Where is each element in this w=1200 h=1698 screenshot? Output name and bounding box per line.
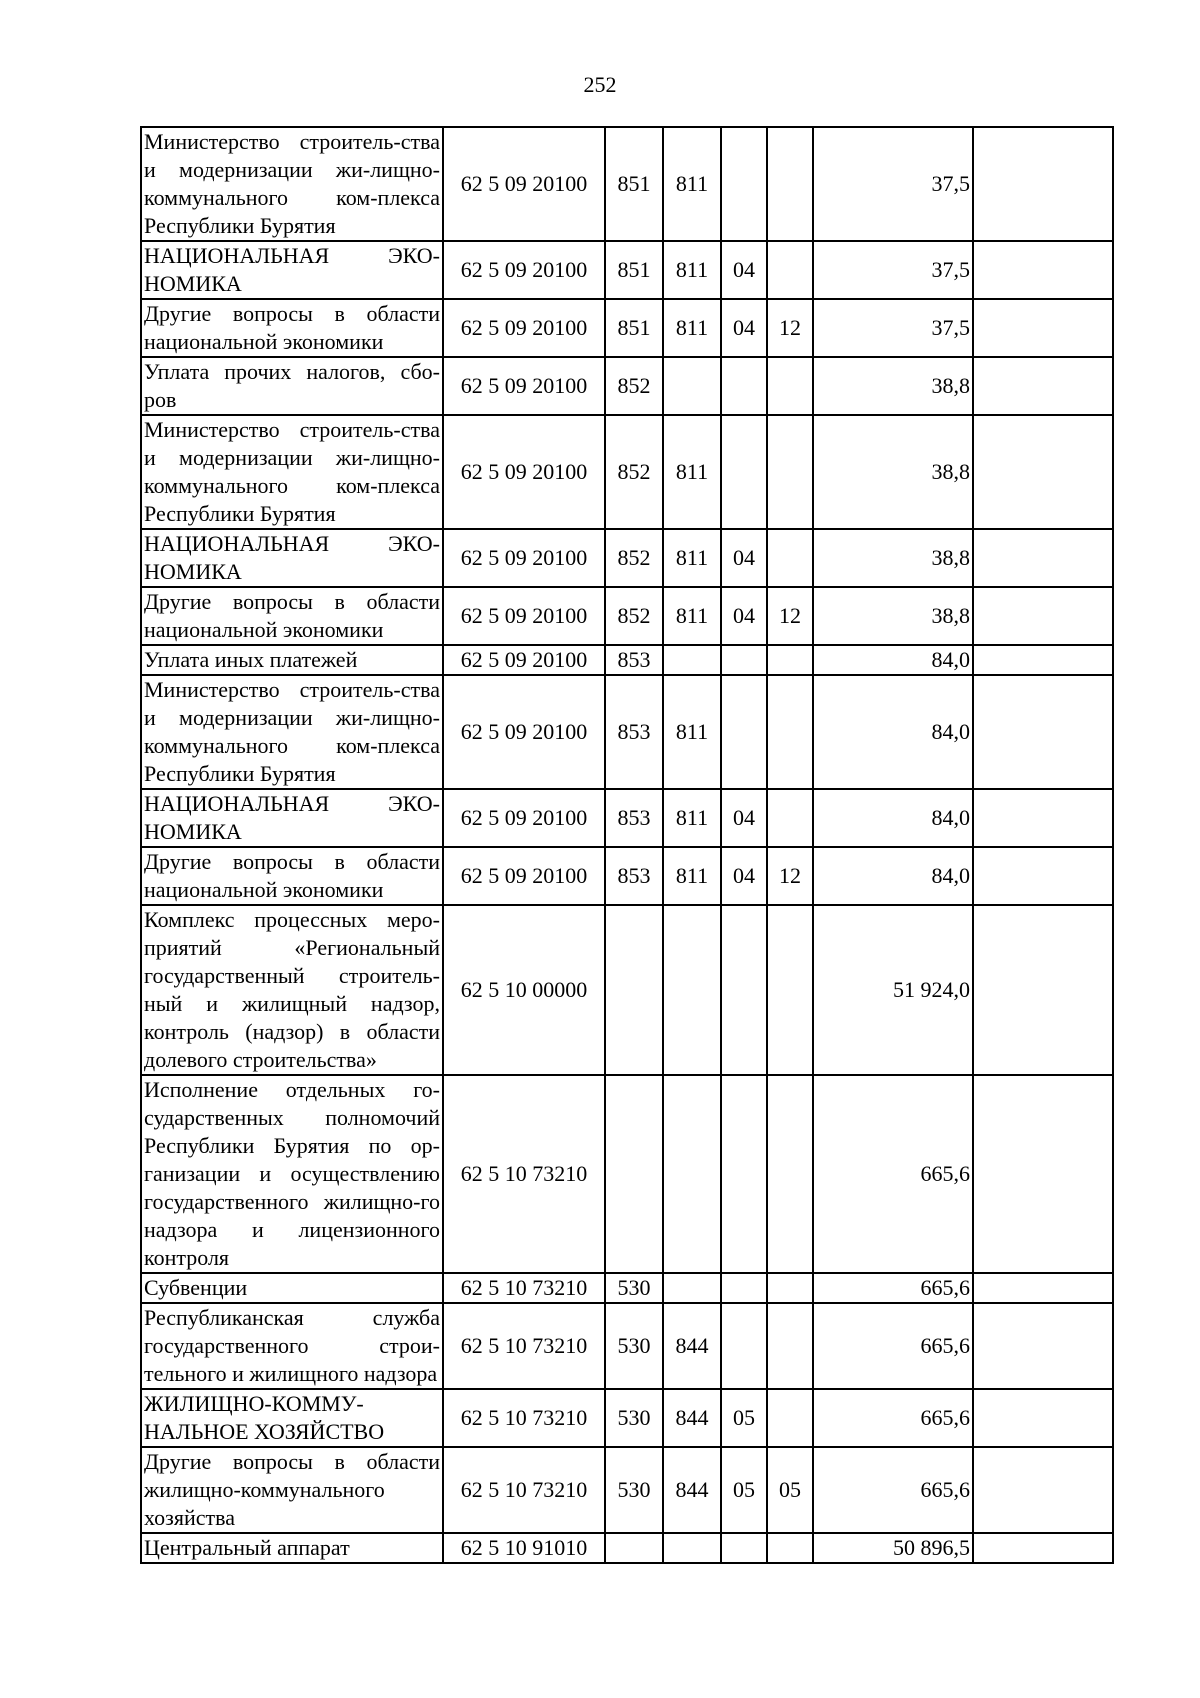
section-code-cell: 05	[721, 1447, 767, 1533]
target-article-code-cell: 62 5 09 20100	[443, 241, 605, 299]
amount-cell: 50 896,5	[813, 1533, 973, 1563]
row-name-cell: Субвенции	[141, 1273, 443, 1303]
administrator-code-cell: 844	[663, 1389, 721, 1447]
expense-type-code-cell: 851	[605, 241, 663, 299]
table-row	[141, 1273, 1113, 1303]
expense-type-code-cell: 852	[605, 529, 663, 587]
subsection-code-cell	[767, 1533, 813, 1563]
row-name-cell: ЖИЛИЩНО-КОММУ-НАЛЬНОЕ ХОЗЯЙСТВО	[141, 1389, 443, 1447]
expense-type-code-cell	[605, 1533, 663, 1563]
blank-column-cell	[973, 789, 1113, 847]
blank-column-cell	[973, 645, 1113, 675]
subsection-code-cell	[767, 529, 813, 587]
administrator-code-cell	[663, 905, 721, 1075]
target-article-code-cell: 62 5 09 20100	[443, 675, 605, 789]
expense-type-code-cell: 851	[605, 127, 663, 241]
budget-table-body	[141, 127, 1113, 1563]
target-article-code-cell: 62 5 10 00000	[443, 905, 605, 1075]
amount-cell: 84,0	[813, 645, 973, 675]
subsection-code-cell	[767, 905, 813, 1075]
administrator-code-cell: 811	[663, 241, 721, 299]
amount-cell: 665,6	[813, 1303, 973, 1389]
row-name-cell: Другие вопросы в области национальной экономики	[141, 847, 443, 905]
row-name-cell: НАЦИОНАЛЬНАЯ ЭКО-НОМИКА	[141, 529, 443, 587]
administrator-code-cell: 811	[663, 127, 721, 241]
target-article-code-cell: 62 5 09 20100	[443, 645, 605, 675]
administrator-code-cell: 844	[663, 1303, 721, 1389]
blank-column-cell	[973, 1273, 1113, 1303]
subsection-code-cell	[767, 1389, 813, 1447]
table-row	[141, 675, 1113, 789]
row-name-cell: НАЦИОНАЛЬНАЯ ЭКО-НОМИКА	[141, 241, 443, 299]
row-name-cell: Уплата иных платежей	[141, 645, 443, 675]
table-row	[141, 789, 1113, 847]
administrator-code-cell	[663, 1533, 721, 1563]
target-article-code-cell: 62 5 09 20100	[443, 299, 605, 357]
row-name-cell: Министерство строитель-ства и модернизации жи-лищно-коммунального ком-плекса Республики Бурятия	[141, 675, 443, 789]
section-code-cell	[721, 127, 767, 241]
expense-type-code-cell: 852	[605, 415, 663, 529]
table-row	[141, 241, 1113, 299]
expense-type-code-cell: 852	[605, 587, 663, 645]
section-code-cell	[721, 675, 767, 789]
page-number: 252	[583, 72, 617, 97]
blank-column-cell	[973, 357, 1113, 415]
table-row	[141, 127, 1113, 241]
table-row	[141, 529, 1113, 587]
amount-cell: 37,5	[813, 241, 973, 299]
amount-cell: 38,8	[813, 587, 973, 645]
section-code-cell: 04	[721, 241, 767, 299]
administrator-code-cell: 811	[663, 847, 721, 905]
section-code-cell	[721, 415, 767, 529]
amount-cell: 38,8	[813, 357, 973, 415]
amount-cell: 37,5	[813, 127, 973, 241]
target-article-code-cell: 62 5 09 20100	[443, 847, 605, 905]
subsection-code-cell: 12	[767, 299, 813, 357]
row-name-cell: Республиканская служба государственного строи-тельного и жилищного надзора	[141, 1303, 443, 1389]
subsection-code-cell: 12	[767, 587, 813, 645]
blank-column-cell	[973, 299, 1113, 357]
target-article-code-cell: 62 5 10 91010	[443, 1533, 605, 1563]
row-name-cell: Министерство строитель-ства и модернизации жи-лищно-коммунального ком-плекса Республики Бурятия	[141, 415, 443, 529]
expense-type-code-cell: 853	[605, 789, 663, 847]
administrator-code-cell: 811	[663, 675, 721, 789]
target-article-code-cell: 62 5 09 20100	[443, 357, 605, 415]
administrator-code-cell: 811	[663, 415, 721, 529]
row-name-cell: Уплата прочих налогов, сбо-ров	[141, 357, 443, 415]
blank-column-cell	[973, 847, 1113, 905]
row-name-cell: Другие вопросы в области жилищно-коммунального хозяйства	[141, 1447, 443, 1533]
subsection-code-cell	[767, 1075, 813, 1273]
target-article-code-cell: 62 5 10 73210	[443, 1075, 605, 1273]
blank-column-cell	[973, 905, 1113, 1075]
section-code-cell: 04	[721, 587, 767, 645]
administrator-code-cell: 811	[663, 299, 721, 357]
administrator-code-cell: 811	[663, 789, 721, 847]
target-article-code-cell: 62 5 09 20100	[443, 587, 605, 645]
subsection-code-cell	[767, 357, 813, 415]
expense-type-code-cell	[605, 905, 663, 1075]
expense-type-code-cell: 530	[605, 1303, 663, 1389]
section-code-cell: 04	[721, 529, 767, 587]
section-code-cell	[721, 645, 767, 675]
row-name-cell: Другие вопросы в области национальной экономики	[141, 299, 443, 357]
target-article-code-cell: 62 5 09 20100	[443, 789, 605, 847]
administrator-code-cell: 844	[663, 1447, 721, 1533]
blank-column-cell	[973, 1447, 1113, 1533]
expense-type-code-cell: 853	[605, 645, 663, 675]
table-row	[141, 357, 1113, 415]
subsection-code-cell: 12	[767, 847, 813, 905]
target-article-code-cell: 62 5 10 73210	[443, 1447, 605, 1533]
subsection-code-cell	[767, 1273, 813, 1303]
blank-column-cell	[973, 127, 1113, 241]
blank-column-cell	[973, 241, 1113, 299]
administrator-code-cell	[663, 357, 721, 415]
section-code-cell	[721, 1533, 767, 1563]
expense-type-code-cell: 853	[605, 847, 663, 905]
blank-column-cell	[973, 415, 1113, 529]
subsection-code-cell: 05	[767, 1447, 813, 1533]
table-row	[141, 847, 1113, 905]
target-article-code-cell: 62 5 09 20100	[443, 529, 605, 587]
target-article-code-cell: 62 5 10 73210	[443, 1389, 605, 1447]
amount-cell: 84,0	[813, 789, 973, 847]
row-name-cell: НАЦИОНАЛЬНАЯ ЭКО-НОМИКА	[141, 789, 443, 847]
table-row	[141, 1389, 1113, 1447]
administrator-code-cell	[663, 1075, 721, 1273]
section-code-cell	[721, 1075, 767, 1273]
blank-column-cell	[973, 1303, 1113, 1389]
table-row	[141, 1447, 1113, 1533]
row-name-cell: Центральный аппарат	[141, 1533, 443, 1563]
table-row	[141, 1533, 1113, 1563]
target-article-code-cell: 62 5 10 73210	[443, 1273, 605, 1303]
amount-cell: 37,5	[813, 299, 973, 357]
section-code-cell	[721, 905, 767, 1075]
row-name-cell: Министерство строитель-ства и модернизации жи-лищно-коммунального ком-плекса Республики Бурятия	[141, 127, 443, 241]
administrator-code-cell: 811	[663, 529, 721, 587]
table-row	[141, 1303, 1113, 1389]
amount-cell: 38,8	[813, 415, 973, 529]
blank-column-cell	[973, 587, 1113, 645]
subsection-code-cell	[767, 127, 813, 241]
table-row	[141, 1075, 1113, 1273]
table-row	[141, 299, 1113, 357]
section-code-cell: 04	[721, 789, 767, 847]
target-article-code-cell: 62 5 09 20100	[443, 415, 605, 529]
row-name-cell: Другие вопросы в области национальной экономики	[141, 587, 443, 645]
table-row	[141, 415, 1113, 529]
blank-column-cell	[973, 529, 1113, 587]
amount-cell: 84,0	[813, 847, 973, 905]
subsection-code-cell	[767, 1303, 813, 1389]
blank-column-cell	[973, 1075, 1113, 1273]
administrator-code-cell: 811	[663, 587, 721, 645]
section-code-cell: 04	[721, 299, 767, 357]
amount-cell: 665,6	[813, 1075, 973, 1273]
subsection-code-cell	[767, 675, 813, 789]
blank-column-cell	[973, 1533, 1113, 1563]
expense-type-code-cell	[605, 1075, 663, 1273]
expense-type-code-cell: 852	[605, 357, 663, 415]
administrator-code-cell	[663, 1273, 721, 1303]
subsection-code-cell	[767, 645, 813, 675]
budget-table	[140, 126, 1114, 1564]
administrator-code-cell	[663, 645, 721, 675]
subsection-code-cell	[767, 241, 813, 299]
amount-cell: 665,6	[813, 1447, 973, 1533]
target-article-code-cell: 62 5 09 20100	[443, 127, 605, 241]
subsection-code-cell	[767, 415, 813, 529]
amount-cell: 665,6	[813, 1389, 973, 1447]
section-code-cell	[721, 357, 767, 415]
blank-column-cell	[973, 675, 1113, 789]
expense-type-code-cell: 530	[605, 1389, 663, 1447]
table-row	[141, 905, 1113, 1075]
subsection-code-cell	[767, 789, 813, 847]
expense-type-code-cell: 853	[605, 675, 663, 789]
row-name-cell: Исполнение отдельных го-сударственных полномочий Республики Бурятия по ор-ганизации и осуществлению государственного жилищно-го надзора и лицензионного контроля	[141, 1075, 443, 1273]
section-code-cell: 04	[721, 847, 767, 905]
amount-cell: 38,8	[813, 529, 973, 587]
amount-cell: 84,0	[813, 675, 973, 789]
table-row	[141, 587, 1113, 645]
section-code-cell: 05	[721, 1389, 767, 1447]
blank-column-cell	[973, 1389, 1113, 1447]
amount-cell: 51 924,0	[813, 905, 973, 1075]
expense-type-code-cell: 530	[605, 1447, 663, 1533]
section-code-cell	[721, 1303, 767, 1389]
section-code-cell	[721, 1273, 767, 1303]
expense-type-code-cell: 851	[605, 299, 663, 357]
expense-type-code-cell: 530	[605, 1273, 663, 1303]
table-row	[141, 645, 1113, 675]
target-article-code-cell: 62 5 10 73210	[443, 1303, 605, 1389]
row-name-cell: Комплекс процессных меро-приятий «Региональный государственный строитель-ный и жилищный надзор, контроль (надзор) в области долевого строительства»	[141, 905, 443, 1075]
amount-cell: 665,6	[813, 1273, 973, 1303]
